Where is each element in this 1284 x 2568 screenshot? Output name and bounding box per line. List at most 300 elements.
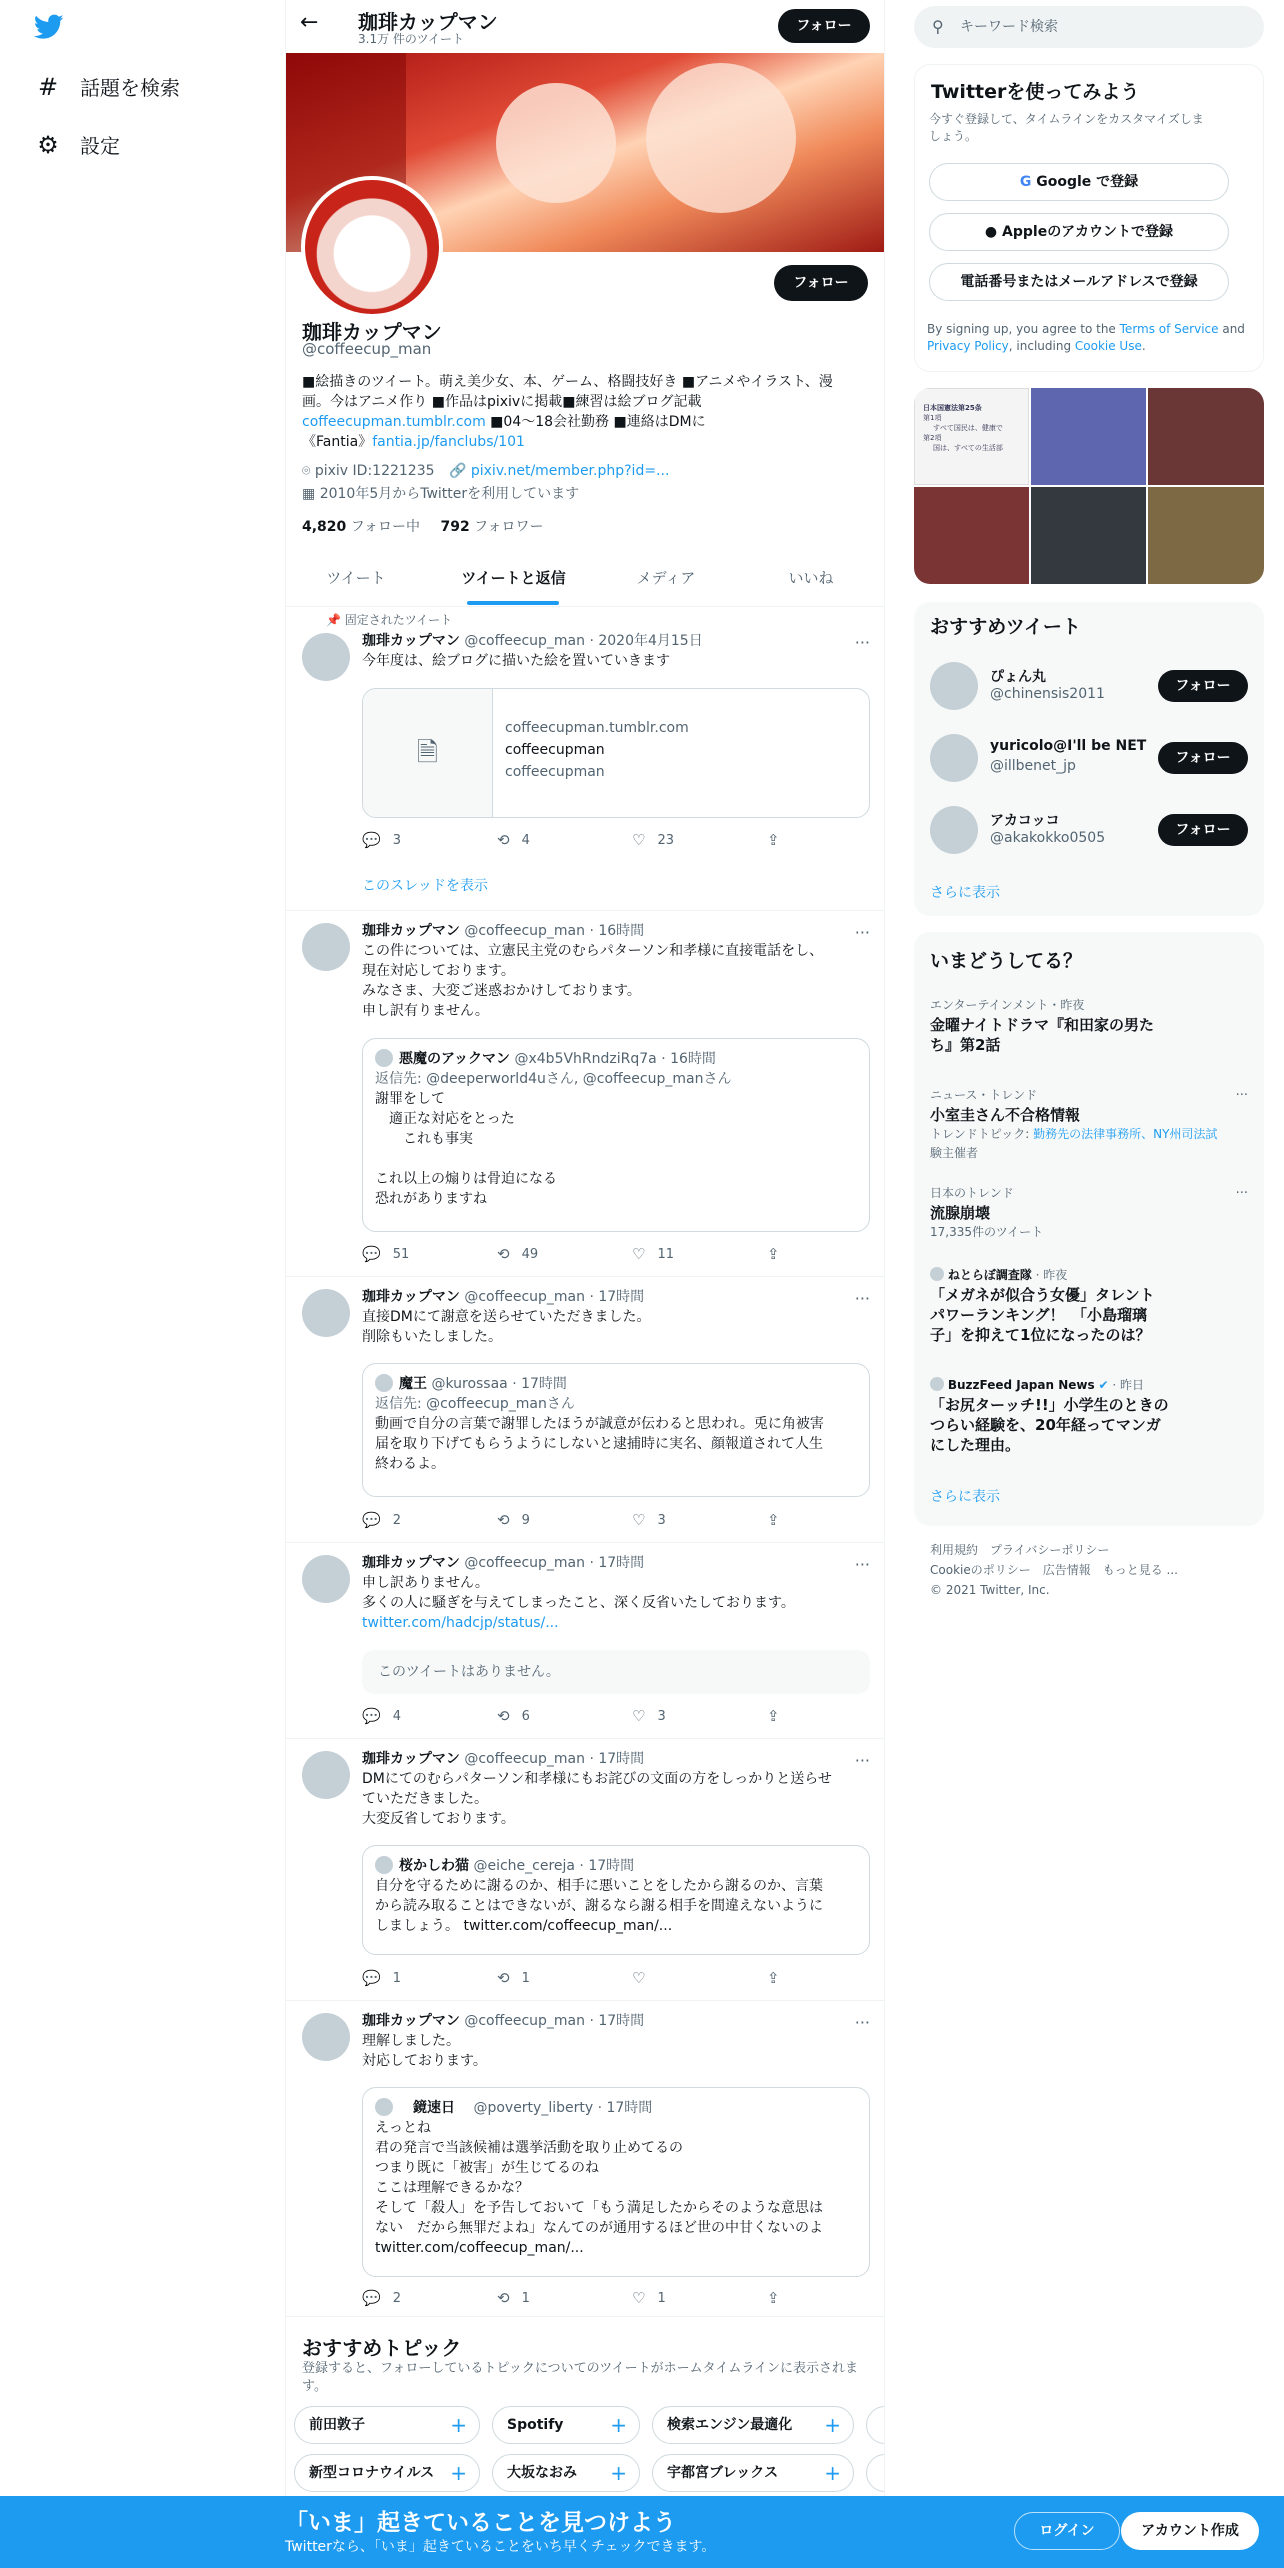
- more-icon[interactable]: ···: [1235, 1088, 1248, 1103]
- suggested-user[interactable]: [930, 806, 1248, 858]
- retweet-button[interactable]: [497, 1969, 530, 1987]
- topics-desc-line: 登録すると、フォローしているトピックについてのツイートがホームタイムラインに表示されま: [302, 2361, 859, 2376]
- tweet-body: [362, 1749, 870, 1829]
- quote-avatar: [375, 2098, 393, 2116]
- tweet-actions: [362, 1707, 802, 1727]
- media-thumb[interactable]: [1148, 487, 1264, 584]
- tweet-actions: [362, 1511, 802, 1531]
- share-button[interactable]: [767, 831, 792, 849]
- cookie-link[interactable]: Cookie Use: [1074, 339, 1142, 353]
- quote-reply-to: 返信先: @coffeecup_manさん: [375, 1396, 575, 1412]
- verified-icon: ✔: [1098, 1378, 1109, 1392]
- avatar: [930, 806, 978, 854]
- tab-tweets[interactable]: ツイート: [326, 569, 386, 587]
- doc-text: 第2項: [923, 434, 942, 442]
- terms-and: and: [1218, 322, 1245, 336]
- tweet-meta: @coffeecup_man · 17時間: [464, 1751, 645, 1767]
- topic-label: 前田敦子: [309, 2417, 365, 2433]
- heart-icon: ♡: [632, 1511, 646, 1529]
- tweet-text-line: 直接DMにて謝意を送らせていただきました。: [362, 1309, 651, 1325]
- reply-icon: 💬: [362, 1245, 381, 1263]
- news-headline: 「お尻ターッチ!!」小学生のときの: [930, 1396, 1169, 1414]
- heart-icon: ♡: [632, 1707, 646, 1725]
- pin-icon: 📌: [326, 613, 341, 627]
- share-button[interactable]: [767, 1969, 792, 1987]
- tweet-avatar[interactable]: [302, 2013, 350, 2061]
- terms-dot: .: [1141, 339, 1146, 353]
- suggested-user-handle: @chinensis2011: [990, 686, 1105, 702]
- tweet-text: 今年度は、絵ブログに描いた絵を置いていきます: [362, 653, 670, 669]
- reply-button[interactable]: [362, 1707, 401, 1725]
- signup-desc-line: 今すぐ登録して、タイムラインをカスタマイズしま: [929, 112, 1204, 126]
- plus-icon: +: [450, 2413, 467, 2437]
- google-signup-label: Google で登録: [1036, 174, 1139, 190]
- tweet-body: [362, 1287, 870, 1347]
- bio-line: 《Fantia》: [302, 434, 373, 450]
- quote-line: [375, 1149, 857, 1169]
- news-headline: つらい経験を、20年経ってマンガ: [930, 1416, 1161, 1434]
- like-button[interactable]: [632, 1707, 666, 1725]
- like-count: 3: [657, 1708, 666, 1724]
- profile-joined-row: [302, 483, 579, 503]
- share-icon: ⇪: [767, 1245, 780, 1263]
- location-icon: ⌾: [302, 463, 311, 479]
- topic-chip[interactable]: [866, 2406, 885, 2444]
- reply-icon: 💬: [362, 831, 381, 849]
- phone-signup-button[interactable]: 電話番号またはメールアドレスで登録: [929, 263, 1229, 301]
- plus-icon: +: [610, 2461, 627, 2485]
- suggested-user-handle: @akakokko0505: [990, 830, 1106, 846]
- tweet-body: [362, 1553, 870, 1633]
- retweet-count: 6: [521, 1708, 530, 1724]
- link-card[interactable]: [362, 688, 870, 818]
- tweet-meta: @coffeecup_man · 17時間: [464, 1555, 645, 1571]
- retweet-count: 1: [521, 1970, 530, 1986]
- retweet-icon: ⟲: [497, 1245, 510, 1263]
- trend-item[interactable]: [930, 1086, 1248, 1163]
- profile-joined: 2010年5月からTwitterを利用しています: [319, 486, 580, 502]
- retweet-icon: ⟲: [497, 2289, 510, 2307]
- doc-text: 第1項: [923, 414, 942, 422]
- quote-line: これも事実: [375, 1131, 473, 1147]
- reply-icon: 💬: [362, 1969, 381, 1987]
- banner-title: 「いま」起きていることを見つけよう: [285, 2510, 676, 2536]
- reply-button[interactable]: [362, 2289, 401, 2307]
- followers-link[interactable]: [441, 519, 544, 535]
- quote-line: これ以上の煽りは骨迫になる: [375, 1171, 557, 1187]
- followers-count: 792: [440, 519, 470, 535]
- share-icon: ⇪: [767, 1707, 780, 1725]
- like-button[interactable]: [632, 1511, 666, 1529]
- card-title: coffeecupman: [505, 742, 605, 758]
- quote-header: [375, 1374, 857, 1394]
- search-placeholder: キーワード検索: [960, 19, 1058, 35]
- reply-count: 3: [392, 832, 401, 848]
- tab-likes[interactable]: いいね: [788, 569, 834, 587]
- retweet-count: 4: [521, 832, 530, 848]
- news-headline: 子」を抑えて1位になったのは？: [930, 1326, 1151, 1344]
- retweet-button[interactable]: [497, 1707, 530, 1725]
- quoted-tweet[interactable]: [362, 2087, 870, 2277]
- quote-line: 終わるよ。: [375, 1456, 445, 1472]
- header-follow-button[interactable]: フォロー: [778, 9, 870, 43]
- media-thumb[interactable]: [914, 487, 1029, 584]
- share-button[interactable]: [767, 1245, 792, 1263]
- quoted-tweet[interactable]: [362, 1845, 870, 1955]
- bio-link[interactable]: fantia.jp/fanclubs/101: [372, 434, 525, 450]
- suggested-user[interactable]: [930, 662, 1248, 714]
- more-icon[interactable]: ···: [854, 633, 870, 652]
- calendar-icon: ▦: [302, 486, 316, 502]
- trends-title: いまどうしてる？: [930, 950, 1083, 972]
- trend-item[interactable]: [930, 1184, 1248, 1242]
- tab-media[interactable]: メディア: [636, 569, 696, 587]
- suggested-title: おすすめツイート: [930, 616, 1081, 638]
- topic-chip[interactable]: [652, 2406, 854, 2444]
- reply-button[interactable]: [362, 831, 401, 849]
- topic-chip[interactable]: [492, 2406, 640, 2444]
- retweet-button[interactable]: [497, 831, 530, 849]
- reply-button[interactable]: [362, 1969, 401, 1987]
- topics-desc-line: す。: [302, 2379, 327, 2394]
- tweet[interactable]: [286, 1739, 885, 2001]
- tab-tweets-replies[interactable]: ツイートと返信: [461, 569, 566, 587]
- trend-category: エンターテインメント・昨夜: [930, 998, 1085, 1012]
- following-label: フォロー中: [346, 519, 421, 535]
- heart-icon: ♡: [632, 1969, 646, 1987]
- nav-explore[interactable]: [34, 72, 180, 101]
- search-input[interactable]: [914, 6, 1264, 48]
- quote-line: 適正な対応をとった: [375, 1111, 515, 1127]
- news-time: · 昨夜: [1031, 1268, 1068, 1282]
- search-icon: ⚲: [932, 17, 944, 36]
- google-signup-button[interactable]: [929, 163, 1229, 201]
- topics-desc: [302, 2360, 872, 2396]
- quote-line: えっとね: [375, 2120, 431, 2136]
- tweet-text-line: 対応しております。: [362, 2053, 487, 2069]
- like-count: 11: [657, 1246, 674, 1262]
- heart-icon: ♡: [632, 1245, 646, 1263]
- news-headline: にした理由。: [930, 1436, 1021, 1454]
- avatar: [930, 1377, 944, 1391]
- quoted-tweet[interactable]: [362, 1038, 870, 1232]
- tweet-body: [362, 631, 870, 671]
- suggested-user-handle: @illbenet_jp: [990, 758, 1076, 774]
- retweet-button[interactable]: [497, 1511, 530, 1529]
- footer-links: [930, 1540, 1178, 1600]
- reply-count: 2: [392, 2290, 401, 2306]
- nav-settings[interactable]: [34, 130, 120, 159]
- document-icon: 🗎: [363, 689, 493, 818]
- trend-topic-link[interactable]: 勤務先の法律事務所、NY州司法試: [1033, 1127, 1218, 1141]
- nav-settings-label: 設定: [80, 134, 120, 158]
- copyright: © 2021 Twitter, Inc.: [930, 1583, 1050, 1597]
- quoted-tweet[interactable]: [362, 1363, 870, 1497]
- tweet[interactable]: [286, 1277, 885, 1543]
- suggested-user[interactable]: [930, 734, 1248, 786]
- tweet-author[interactable]: 珈琲カップマン: [362, 923, 460, 939]
- share-button[interactable]: [767, 2289, 792, 2307]
- news-source: BuzzFeed Japan News: [947, 1378, 1095, 1392]
- trends-card: [914, 932, 1264, 1526]
- tweet[interactable]: [286, 2001, 885, 2317]
- quote-avatar: [375, 1856, 393, 1874]
- nav-explore-label: 話題を検索: [80, 76, 180, 100]
- tweet-meta: @coffeecup_man · 2020年4月15日: [464, 633, 703, 649]
- tweet-actions: [362, 831, 802, 851]
- topic-label: 検索エンジン最適化: [667, 2417, 793, 2433]
- tweet-meta: @coffeecup_man · 16時間: [464, 923, 645, 939]
- bio-line: ■絵描きのツイート。萌え美少女、本、ゲーム、格闘技好き ■アニメやイラスト、漫: [302, 374, 833, 390]
- quote-header: [375, 1049, 857, 1069]
- gear-icon: ⚙: [37, 130, 59, 159]
- tweet-author[interactable]: 珈琲カップマン: [362, 1289, 460, 1305]
- quote-line: ここは理解できるかな？: [375, 2180, 529, 2196]
- follow-counts: [302, 516, 543, 536]
- retweet-button[interactable]: [497, 1245, 538, 1263]
- following-link[interactable]: [302, 519, 420, 535]
- reply-icon: 💬: [362, 2289, 381, 2307]
- more-icon[interactable]: ···: [854, 2013, 870, 2032]
- topic-label: 宇都宮ブレックス: [667, 2465, 779, 2481]
- share-icon: ⇪: [767, 2289, 780, 2307]
- retweet-icon: ⟲: [497, 1511, 510, 1529]
- trend-item[interactable]: [930, 996, 1248, 1055]
- topics-title: おすすめトピック: [302, 2336, 462, 2360]
- more-icon[interactable]: ···: [854, 1751, 870, 1770]
- media-thumb[interactable]: [914, 388, 1029, 485]
- show-more-link[interactable]: さらに表示: [930, 1489, 1000, 1505]
- reply-icon: 💬: [362, 1511, 381, 1529]
- profile-name: 珈琲カップマン: [302, 320, 442, 344]
- avatar: [930, 1267, 944, 1281]
- follow-button[interactable]: フォロー: [1158, 670, 1248, 702]
- retweet-icon: ⟲: [497, 1969, 510, 1987]
- tweet[interactable]: [286, 1543, 885, 1739]
- tweet-text-line: 申し訳ありません。: [362, 1575, 489, 1591]
- retweet-button[interactable]: [497, 2289, 530, 2307]
- login-banner: [0, 2496, 1284, 2568]
- tweet-text-line: 理解しました。: [362, 2033, 460, 2049]
- profile-meta-row: [302, 463, 669, 479]
- terms-prefix: By signing up, you agree to the: [927, 322, 1120, 336]
- tweet-avatar[interactable]: [302, 923, 350, 971]
- tweet-text-line: みなさま、大変ご迷惑おかけしております。: [362, 983, 641, 999]
- media-thumb[interactable]: [1031, 487, 1146, 584]
- plus-icon: +: [450, 2461, 467, 2485]
- like-button[interactable]: [632, 831, 674, 849]
- trend-category: ニュース・トレンド: [930, 1088, 1038, 1102]
- profile-header-bar: [286, 0, 885, 53]
- tweet-text-line: 削除もいたしました。: [362, 1329, 502, 1345]
- tweet-text-line: この件については、立憲民主党のむらパターソン和孝様に直接電話をし、: [362, 943, 824, 959]
- bio-line: ■04～18会社勤務 ■連絡はDMに: [485, 414, 706, 430]
- tweet-text-line: 大変反省しております。: [362, 1811, 515, 1827]
- tweet-avatar[interactable]: [302, 1289, 350, 1337]
- tweet-actions: [362, 1245, 802, 1265]
- profile-avatar[interactable]: [301, 176, 443, 318]
- like-button[interactable]: [632, 1245, 674, 1263]
- trend-title: 金曜ナイトドラマ『和田家の男た: [930, 1016, 1154, 1034]
- topic-label: 大坂なおみ: [507, 2465, 577, 2481]
- profile-handle: @coffeecup_man: [302, 340, 432, 358]
- quote-line: そして「殺人」を予告しておいて「もう満足したからそのような意思は: [375, 2200, 823, 2216]
- footer-line[interactable]: 利用規約 プライバシーポリシー: [930, 1543, 1110, 1557]
- trend-title: 流腺崩壊: [930, 1204, 991, 1222]
- news-item[interactable]: [930, 1266, 1248, 1345]
- quote-line: 恐れがありますね: [375, 1191, 487, 1207]
- tweet-author[interactable]: 珈琲カップマン: [362, 633, 460, 649]
- footer-line[interactable]: Cookieのポリシー 広告情報 もっと見る ...: [930, 1563, 1178, 1577]
- header-tweet-count: 3.1万 件のツイート: [358, 32, 465, 46]
- heart-icon: ♡: [632, 2289, 646, 2307]
- news-item[interactable]: [930, 1376, 1248, 1455]
- google-icon: G: [1019, 174, 1032, 190]
- doc-text: 日本国憲法第25条: [923, 404, 982, 412]
- profile-tabs: [286, 557, 885, 607]
- bio-link[interactable]: coffeecupman.tumblr.com: [302, 414, 486, 430]
- plus-icon: +: [824, 2413, 841, 2437]
- share-button[interactable]: [767, 1707, 792, 1725]
- more-icon[interactable]: ···: [1235, 1186, 1248, 1201]
- tweet[interactable]: [286, 911, 885, 1277]
- tweet-avatar[interactable]: [302, 1751, 350, 1799]
- tweet-author[interactable]: 珈琲カップマン: [362, 2013, 460, 2029]
- reply-button[interactable]: [362, 1245, 409, 1263]
- topic-label: 新型コロナウイルス: [309, 2465, 435, 2481]
- quote-line: から読み取ることはできないが、謝るなら謝る相手を間違えないように: [375, 1898, 823, 1914]
- signup-desc: [929, 111, 1204, 145]
- hashtag-icon: #: [37, 72, 59, 101]
- reply-count: 4: [392, 1708, 401, 1724]
- heart-icon: ♡: [632, 831, 646, 849]
- quote-line: ない だから無罪だよね」なんてのが通用するほど世の中甘くないのよ: [375, 2220, 823, 2236]
- tweet-header: [362, 2011, 870, 2031]
- card-domain: coffeecupman.tumblr.com: [505, 720, 689, 736]
- terms-link[interactable]: Terms of Service: [1119, 322, 1219, 336]
- active-tab-indicator: [467, 601, 559, 605]
- like-count: 1: [657, 2290, 666, 2306]
- reply-icon: 💬: [362, 1707, 381, 1725]
- avatar: [930, 734, 978, 782]
- followers-label: フォロワー: [469, 519, 544, 535]
- show-more-link[interactable]: さらに表示: [930, 885, 1000, 901]
- follow-button[interactable]: フォロー: [1158, 814, 1248, 846]
- main-column: [285, 0, 885, 2568]
- topic-chip[interactable]: [294, 2406, 480, 2444]
- avatar: [930, 662, 978, 710]
- topic-chip[interactable]: [866, 2454, 885, 2492]
- retweet-icon: ⟲: [497, 1707, 510, 1725]
- privacy-link[interactable]: Privacy Policy: [927, 339, 1009, 353]
- follow-button[interactable]: フォロー: [1158, 742, 1248, 774]
- tweet-avatar[interactable]: [302, 633, 350, 681]
- quote-meta: @kurossaa · 17時間: [431, 1376, 567, 1392]
- profile-follow-button[interactable]: フォロー: [774, 265, 868, 301]
- topic-chip[interactable]: [652, 2454, 854, 2492]
- tweet-meta: @coffeecup_man · 17時間: [464, 1289, 645, 1305]
- media-thumb[interactable]: [1148, 388, 1264, 485]
- topic-chip[interactable]: [492, 2454, 640, 2492]
- tweet-header: [362, 1287, 870, 1307]
- share-button[interactable]: [767, 1511, 792, 1529]
- apple-signup-label: Appleのアカウントで登録: [1002, 224, 1174, 240]
- signup-card: [914, 64, 1264, 372]
- signup-button[interactable]: アカウント作成: [1121, 2512, 1259, 2550]
- apple-signup-button[interactable]: [929, 213, 1229, 251]
- reply-count: 1: [392, 1970, 401, 1986]
- more-icon[interactable]: ···: [854, 923, 870, 942]
- news-headline: パワーランキング！ 「小島瑠璃: [930, 1306, 1148, 1324]
- quote-author: 鏡速日: [413, 2100, 455, 2116]
- link-icon: 🔗: [448, 463, 467, 479]
- topic-chip[interactable]: [294, 2454, 480, 2492]
- quote-reply-to: 返信先: @deeperworld4uさん, @coffeecup_manさん: [375, 1071, 732, 1087]
- profile-bio: [302, 372, 870, 452]
- tweet-body: [362, 921, 870, 1021]
- reply-count: 51: [392, 1246, 410, 1262]
- quote-author: 悪魔のアックマン: [399, 1051, 511, 1067]
- doc-text: すべて国民は、健康で: [933, 424, 1003, 432]
- tweet-author[interactable]: 珈琲カップマン: [362, 1555, 460, 1571]
- quote-line: 届を取り下げてもらうようにしないと逮捕時に実名、顔報道されて人生: [375, 1436, 823, 1452]
- suggested-user-name: yuricolo@I'll be NET: [990, 738, 1147, 754]
- trend-topic-label: トレンドトピック:: [930, 1127, 1034, 1141]
- card-desc: coffeecupman: [505, 764, 605, 780]
- unavailable-tweet: このツイートはありません。: [362, 1650, 870, 1694]
- topic-label: Spotify: [507, 2417, 564, 2433]
- tweet-author[interactable]: 珈琲カップマン: [362, 1751, 460, 1767]
- tweet-meta: @coffeecup_man · 17時間: [464, 2013, 645, 2029]
- twitter-logo-icon[interactable]: [34, 14, 64, 44]
- back-arrow-icon[interactable]: ←: [300, 10, 319, 35]
- reply-button[interactable]: [362, 1511, 401, 1529]
- tweet-link[interactable]: twitter.com/hadcjp/status/...: [362, 1615, 559, 1631]
- quote-avatar: [375, 1374, 393, 1392]
- profile-url[interactable]: pixiv.net/member.php?id=...: [470, 463, 670, 479]
- more-icon[interactable]: ···: [854, 1289, 870, 1308]
- quote-line: しましょう。 twitter.com/coffeecup_man/...: [375, 1918, 673, 1934]
- like-button[interactable]: [632, 1969, 657, 1987]
- like-button[interactable]: [632, 2289, 666, 2307]
- quote-meta: @poverty_liberty · 17時間: [473, 2100, 653, 2116]
- pinned-label: 固定されたツイート: [344, 613, 453, 627]
- news-headline: 「メガネが似合う女優」タレント: [930, 1286, 1155, 1304]
- tweet[interactable]: [286, 607, 885, 911]
- tweet-actions: [362, 1969, 802, 1989]
- share-icon: ⇪: [767, 1511, 780, 1529]
- banner-subtitle: Twitterなら、「いま」起きていることをいち早くチェックできます。: [285, 2539, 716, 2555]
- show-thread-link[interactable]: このスレッドを表示: [362, 878, 488, 894]
- news-time: · 昨日: [1108, 1378, 1144, 1392]
- profile-location: pixiv ID:1221235: [314, 463, 435, 479]
- signup-title: Twitterを使ってみよう: [931, 81, 1140, 103]
- tweet-text-line: 多くの人に騒ぎを与えてしまったこと、深く反省いたしております。: [362, 1595, 795, 1611]
- terms-text: [927, 321, 1253, 355]
- media-thumb[interactable]: [1031, 388, 1146, 485]
- login-button[interactable]: ログイン: [1014, 2512, 1120, 2550]
- media-grid: [914, 388, 1264, 584]
- tweet-avatar[interactable]: [302, 1555, 350, 1603]
- quote-meta: @x4b5VhRndziRq7a · 16時間: [514, 1051, 716, 1067]
- trend-topic-link[interactable]: 験主催者: [930, 1146, 979, 1160]
- quote-line: 動画で自分の言葉で謝罪したほうが誠意が伝わると思われ。兎に角被害: [375, 1416, 824, 1432]
- more-icon[interactable]: ···: [854, 1555, 870, 1574]
- quote-line: 君の発言で当該候補は選挙活動を取り止めてるの: [375, 2140, 683, 2156]
- quote-header: [375, 2098, 857, 2118]
- suggested-user-name: アカコッコ: [990, 813, 1060, 829]
- bio-line: 画。今はアニメ作り ■作品はpixivに掲載■練習は絵ブログ記載: [302, 394, 702, 410]
